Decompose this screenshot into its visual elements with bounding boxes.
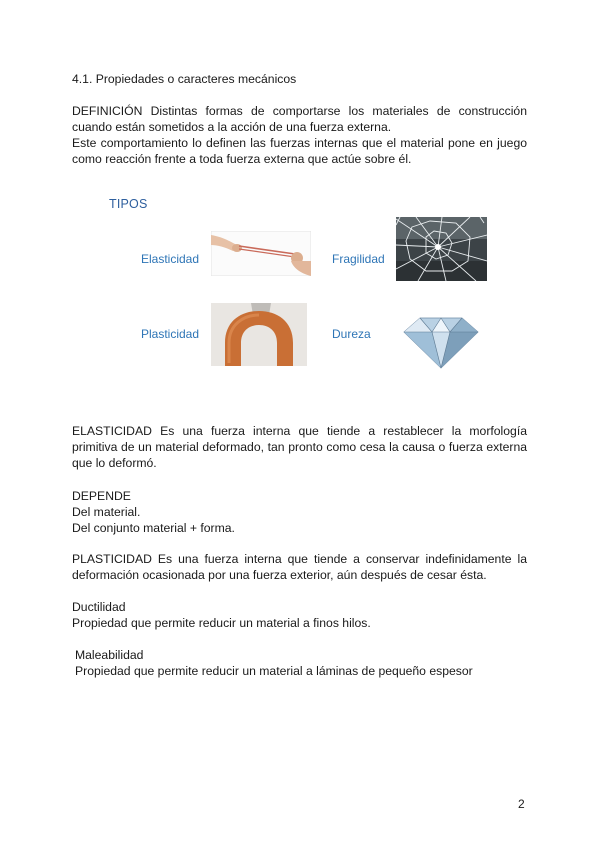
figure-title: TIPOS	[109, 197, 148, 211]
definition-line-2: Este comportamiento lo definen las fuerzas internas que el material pone en juego como reacción frente a toda fuerza externa que actúe sobre él.	[72, 136, 527, 166]
elasticity-paragraph	[72, 423, 527, 471]
malleability-title: Maleabilidad	[75, 648, 144, 662]
ductility-text: Propiedad que permite reducir un material a finos hilos.	[72, 616, 371, 630]
malleability-text: Propiedad que permite reducir un material a láminas de pequeño espesor	[75, 664, 473, 678]
plasticity-paragraph	[72, 551, 527, 583]
clay-arch-image	[211, 303, 307, 366]
type-label-elasticidad: Elasticidad	[141, 252, 200, 266]
page-number: 2	[518, 797, 525, 811]
ductility-title: Ductilidad	[72, 600, 126, 614]
depends-title: DEPENDE	[72, 489, 131, 503]
type-label-dureza: Dureza	[332, 327, 371, 341]
ductility-block	[72, 599, 371, 631]
malleability-block	[75, 647, 473, 679]
section-heading: 4.1. Propiedades o caracteres mecánicos	[72, 72, 297, 86]
elasticity-text: ELASTICIDAD Es una fuerza interna que tiende a restablecer la morfología primitiva de un material deformado, tan pronto como cesa la causa o fuerza externa que lo deformó.	[72, 424, 527, 470]
shattered-glass-image	[396, 217, 487, 281]
depends-item: Del conjunto material + forma.	[72, 521, 235, 535]
definition-paragraph	[72, 103, 527, 167]
type-label-fragilidad: Fragilidad	[332, 252, 385, 266]
depends-item: Del material.	[72, 505, 141, 519]
plasticity-text: PLASTICIDAD Es una fuerza interna que tiende a conservar indefinidamente la deformación ocasionada por una fuerza exterior, aún después de cesar ésta.	[72, 552, 527, 582]
definition-line-1: DEFINICIÓN Distintas formas de comportarse los materiales de construcción cuando están sometidos a la acción de una fuerza externa.	[72, 104, 527, 134]
rubber-band-image	[211, 231, 311, 276]
depends-block	[72, 488, 235, 536]
type-label-plasticidad: Plasticidad	[141, 327, 200, 341]
diamond-image	[402, 312, 480, 370]
